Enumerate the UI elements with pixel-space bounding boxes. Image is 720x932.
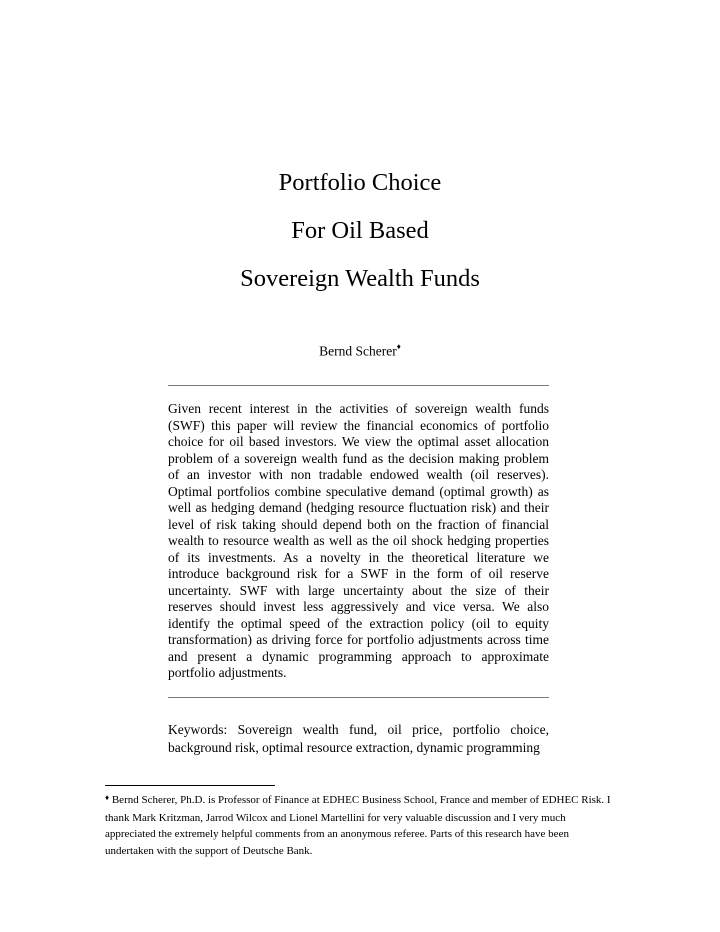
footnote-separator <box>105 785 275 786</box>
title-line-1: Portfolio Choice <box>278 169 442 196</box>
title-line-3: Sovereign Wealth Funds <box>240 265 480 292</box>
title-line-2: For Oil Based <box>291 217 429 244</box>
footnote-text: Bernd Scherer, Ph.D. is Professor of Finance at EDHEC Business School, France and member of EDHEC Risk. I thank Mark Kritzman, Jarrod Wilcox and Lionel Martellini for very valuable discussion and I very much appreciated the extremely helpful comments from an anonymous referee. Parts of this research have been undertaken with the support of Deutsche Bank. <box>105 794 611 857</box>
abstract-text: Given recent interest in the activities of sovereign wealth funds (SWF) this paper will review the financial economics of portfolio choice for oil based investors. We view the optimal asset allocation problem of a sovereign wealth fund as the decision making problem of an investor with non tradable endowed wealth (oil reserves). Optimal portfolios combine speculative demand (optimal growth) as well as hedging demand (hedging resource fluctuation risk) and their level of risk taking should depend both on the fraction of financial wealth to resource wealth as well as the oil shock hedging properties of its investments. As a novelty in the theoretical literature we introduce background risk for a SWF in the form of oil reserve uncertainty. SWF with large uncertainty about the size of their reserves should invest less aggressively and vice versa. We also identify the optimal speed of the extraction policy (oil to equity transformation) as driving force for portfolio adjustments across time and present a dynamic programming approach to approximate portfolio adjustments. <box>168 401 549 680</box>
abstract-top-rule <box>168 385 549 386</box>
author-footnote-mark: ♦ <box>396 342 401 351</box>
abstract-bottom-rule <box>168 697 549 698</box>
footnote-mark: ♦ <box>105 793 110 802</box>
footnote <box>105 792 617 859</box>
keywords-text: Keywords: Sovereign wealth fund, oil price, portfolio choice, background risk, optimal resource extraction, dynamic programming <box>168 722 549 755</box>
author-line <box>0 339 720 361</box>
author-name: Bernd Scherer <box>319 343 397 359</box>
